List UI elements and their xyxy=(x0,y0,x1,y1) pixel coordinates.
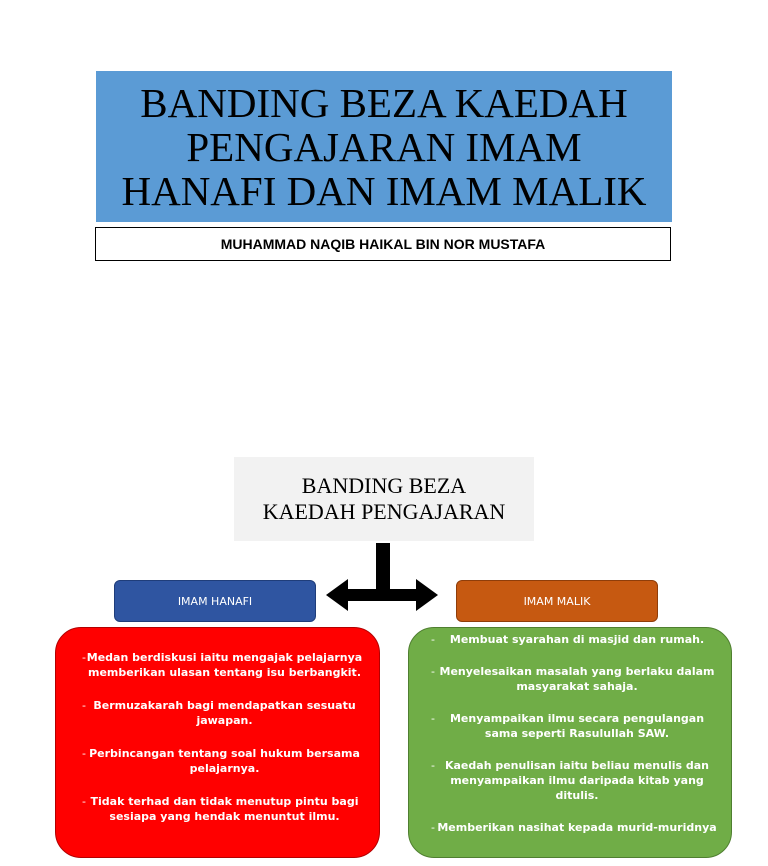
imam-malik-label xyxy=(456,580,658,622)
comparison-heading: BANDING BEZA KAEDAH PENGAJARAN xyxy=(262,473,506,524)
imam-hanafi-panel xyxy=(55,627,380,858)
hanafi-point: - Perbincangan tentang soal hukum bersama pelajarnya. xyxy=(70,746,365,776)
imam-hanafi-label xyxy=(114,580,316,622)
imam-malik-label-text: IMAM MALIK xyxy=(523,594,591,608)
imam-hanafi-label-text: IMAM HANAFI xyxy=(177,594,253,608)
split-arrow-icon xyxy=(326,543,438,611)
title-banner xyxy=(96,71,672,222)
hanafi-point: - Tidak terhad dan tidak menutup pintu bagi sesiapa yang hendak menuntut ilmu. xyxy=(70,794,365,824)
author-box xyxy=(95,227,671,261)
malik-point: - Membuat syarahan di masjid dan rumah. xyxy=(419,632,721,647)
comparison-heading-box xyxy=(234,457,534,541)
hanafi-point: - Medan berdiskusi iaitu mengajak pelajarnya memberikan ulasan tentang isu berbangkit. xyxy=(70,650,365,680)
malik-point: - Kaedah penulisan iaitu beliau menulis dan menyampaikan ilmu daripada kitab yang ditulis. xyxy=(419,758,721,803)
malik-point: - Menyampaikan ilmu secara pengulangan sama seperti Rasulullah SAW. xyxy=(419,711,721,741)
malik-point: - Memberikan nasihat kepada murid-muridnya xyxy=(419,820,721,835)
imam-malik-panel xyxy=(408,627,732,858)
page-title: BANDING BEZA KAEDAH PENGAJARAN IMAM HANAFI DAN IMAM MALIK xyxy=(121,79,647,214)
hanafi-point: - Bermuzakarah bagi mendapatkan sesuatu jawapan. xyxy=(70,698,365,728)
author-name: MUHAMMAD NAQIB HAIKAL BIN NOR MUSTAFA xyxy=(220,236,546,252)
malik-point: - Menyelesaikan masalah yang berlaku dalam masyarakat sahaja. xyxy=(419,664,721,694)
